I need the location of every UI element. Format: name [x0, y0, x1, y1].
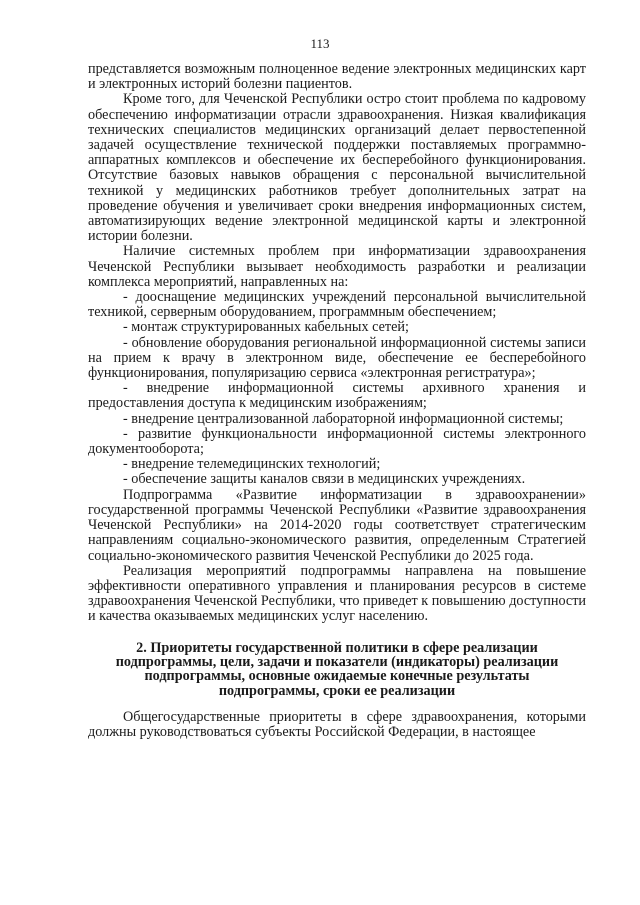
intro-continuation: представляется возможным полноценное ведение электронных медицинских карт и электронных историй болезни пациентов.: [88, 61, 586, 93]
section-heading-line: подпрограммы, основные ожидаемые конечные результаты: [144, 668, 530, 685]
priorities-paragraph: Общегосударственные приоритеты в сфере здравоохранения, которыми должны руководствоваться субъекты Российской Федерации, в настоящее: [88, 709, 586, 741]
staffing-paragraph: Кроме того, для Чеченской Республики остро стоит проблема по кадровому обеспечению информатизации отрасли здравоохранения. Низкая квалификация технических специалистов медицинских организаций делает первостепенной задачей осуществление технической поддержки поставляемых программно-аппаратных комплексов и обеспечение их бесперебойного функционирования. Отсутствие базовых навыков обращения с персональной вычислительной техникой у медицинских работников требует дополнительных затрат на проведение обучения и увеличивает сроки внедрения информационных систем, автоматизирующих ведение электронной медицинской карты и электронной истории болезни.: [88, 91, 586, 245]
list-item: - обеспечение защиты каналов связи в медицинских учреждениях.: [123, 471, 526, 488]
subprogram-paragraph: Подпрограмма «Развитие информатизации в здравоохранении» государственной программы Чеченской Республики «Развитие здравоохранения Чеченской Республики» на 2014-2020 годы соответствует стратегическим направлениям социально-экономического развития, определенным Стратегией социально-экономического развития Чеченской Республики до 2025 года.: [88, 486, 586, 564]
list-item: - внедрение информационной системы архивного хранения и предоставления доступа к медицинским изображениям;: [88, 380, 586, 412]
list-item: - внедрение централизованной лабораторной информационной системы;: [123, 410, 564, 427]
page-content: [88, 62, 586, 741]
page-number: 113: [310, 36, 330, 51]
section-heading-line: подпрограммы, сроки ее реализации: [218, 682, 456, 699]
section-heading-line: подпрограммы, цели, задачи и показатели (индикаторы) реализации: [115, 653, 559, 670]
list-item: - монтаж структурированных кабельных сетей;: [123, 319, 409, 336]
list-item: - развитие функциональности информационной системы электронного документооборота;: [88, 425, 586, 458]
list-item: - внедрение телемедицинских технологий;: [123, 456, 381, 473]
problems-paragraph: Наличие системных проблем при информатизации здравоохранения Чеченской Республики вызывает необходимость разработки и реализации комплекса мероприятий, направленных на:: [88, 243, 586, 290]
list-item: - дооснащение медицинских учреждений персональной вычислительной техникой, серверным оборудованием, программным обеспечением;: [88, 289, 586, 321]
section-heading: [88, 641, 586, 699]
list-item: - обновление оборудования региональной информационной системы записи на прием к врачу в электронном виде, обеспечение ее бесперебойного функционирования, популяризацию сервиса «электронная регистратура»;: [88, 334, 586, 382]
implementation-paragraph: Реализация мероприятий подпрограммы направлена на повышение эффективности оперативного управления и планирования ресурсов в системе здравоохранения Чеченской Республики, что приведет к повышению доступности и качества оказываемых медицинских услуг населению.: [88, 562, 586, 625]
section-heading-line: 2. Приоритеты государственной политики в сфере реализации: [136, 639, 538, 656]
